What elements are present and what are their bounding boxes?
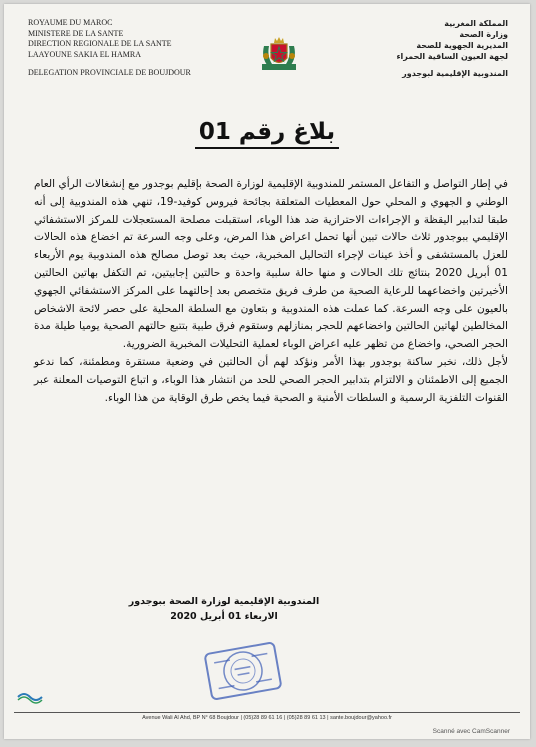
header-left-line: MINISTERE DE LA SANTE xyxy=(28,28,124,38)
signature-block xyxy=(114,594,334,624)
header-right-line: المملكة المغربية xyxy=(444,19,508,28)
header-left-line: DIRECTION REGIONALE DE LA SANTE xyxy=(28,39,172,48)
header-left-delegation: DELEGATION PROVINCIALE DE BOUJDOUR xyxy=(28,68,191,77)
communique-title-text: بلاغ رقم 01 xyxy=(195,119,339,149)
signature-line: المندوبية الإقليمية لوزارة الصحة ببوجدور xyxy=(128,596,320,607)
header-left-line: ROYAUME DU MAROC xyxy=(28,18,113,27)
document-page xyxy=(4,4,530,739)
header-right-line: المديرية الجهوية للصحة xyxy=(416,41,508,50)
body-paragraph: في إطار التواصل و التفاعل المستمر للمندوبية الإقليمية لوزارة الصحة بإقليم بوجدور مع إنشغالات الرأي العام الوطني و الجهوي و المحلي حول المعطيات المتعلقة بجائحة فيروس كوفيد-19، تنهي هذه المندوبية إلى أنه طبقا لتدابير اليقظة و الإجراءات الاحترازية ضد هذا الوباء، استقبلت مصلحة المستعجلات للمركز الاستشفائي الإقليمي ببوجدور ثلاث حالات تبين أنها تحمل اعراض هذا المرض، وعلى وجه السرعة تم اخضاع هذه الحالات للعزل بالمستشفى و أخذ عينات لإجراء التحاليل المخبرية، حيث بعد توصل مصالح هذه المندوبية يوم الأربعاء 01 أبريل 2020 بنتائج تلك الحالات و منها حالة سلبية واحدة و حالتين إجابيتين، تم التكفل بهاتين الحالتين الأخيرتين واخضاعهما للرعاية الصحية من طرف فريق متخصص بعد إحالتهما على المركز الاستشفائي الجهوي بالعيون على وجه السرعة. كما عملت هذه المندوبية و بتعاون مع السلطة المحلية على حصر لائحة الاشخاص المخالطين لهاتين الحالتين واخضاعهم للحجر بمنازلهم وستقوم فرق طبية بتتبع حالتهم الصحية يوميا طيلة مدة الحجر الصحي، واخضاع من تظهر عليه اعراض الوباء لعملية التحليلات المخبرية الضرورية. xyxy=(34,178,508,351)
official-stamp-icon xyxy=(202,630,284,712)
header-right-arabic xyxy=(318,18,508,79)
header-right-line: لجهة العيون الساقية الحمراء xyxy=(396,52,508,61)
body-paragraph: لأجل ذلك، نخبر ساكنة بوجدور بهذا الأمر ونؤكد لهم أن الحالتين في وضعية مستقرة ومطمئنة، كما ندعو الجميع إلى الاطمئنان و الالتزام بتدابير الحجر الصحي للحد من انتشار هذا الوباء، و اتباع التوصيات المعلنة عبر القنوات التلفزية الرسمية و السلطات الأمنية و الصحية فيما يخص طرق الوقاية من هذا الوباء. xyxy=(34,355,508,404)
morocco-emblem-icon xyxy=(258,34,300,76)
communique-body xyxy=(34,176,508,407)
footer-contact: Avenue Wali Al Ahd, BP N° 68 Boujdour | (05)28 89 61 16 | (05)28 89 61 13 | sante.boujdour@yahoo.fr xyxy=(142,715,392,721)
communique-title xyxy=(4,119,530,145)
scanner-watermark: Scanné avec CamScanner xyxy=(432,728,510,735)
header-right-delegation: المندوبية الإقليمية لبوجدور xyxy=(402,69,508,78)
header-left-french xyxy=(28,18,238,79)
ministry-footer-logo-icon xyxy=(16,690,44,704)
header-right-line: وزارة الصحة xyxy=(459,30,508,39)
header-left-line: LAAYOUNE SAKIA EL HAMRA xyxy=(28,49,141,59)
signature-date: الاربعاء 01 أبريل 2020 xyxy=(170,611,278,622)
footer-divider xyxy=(14,712,520,713)
